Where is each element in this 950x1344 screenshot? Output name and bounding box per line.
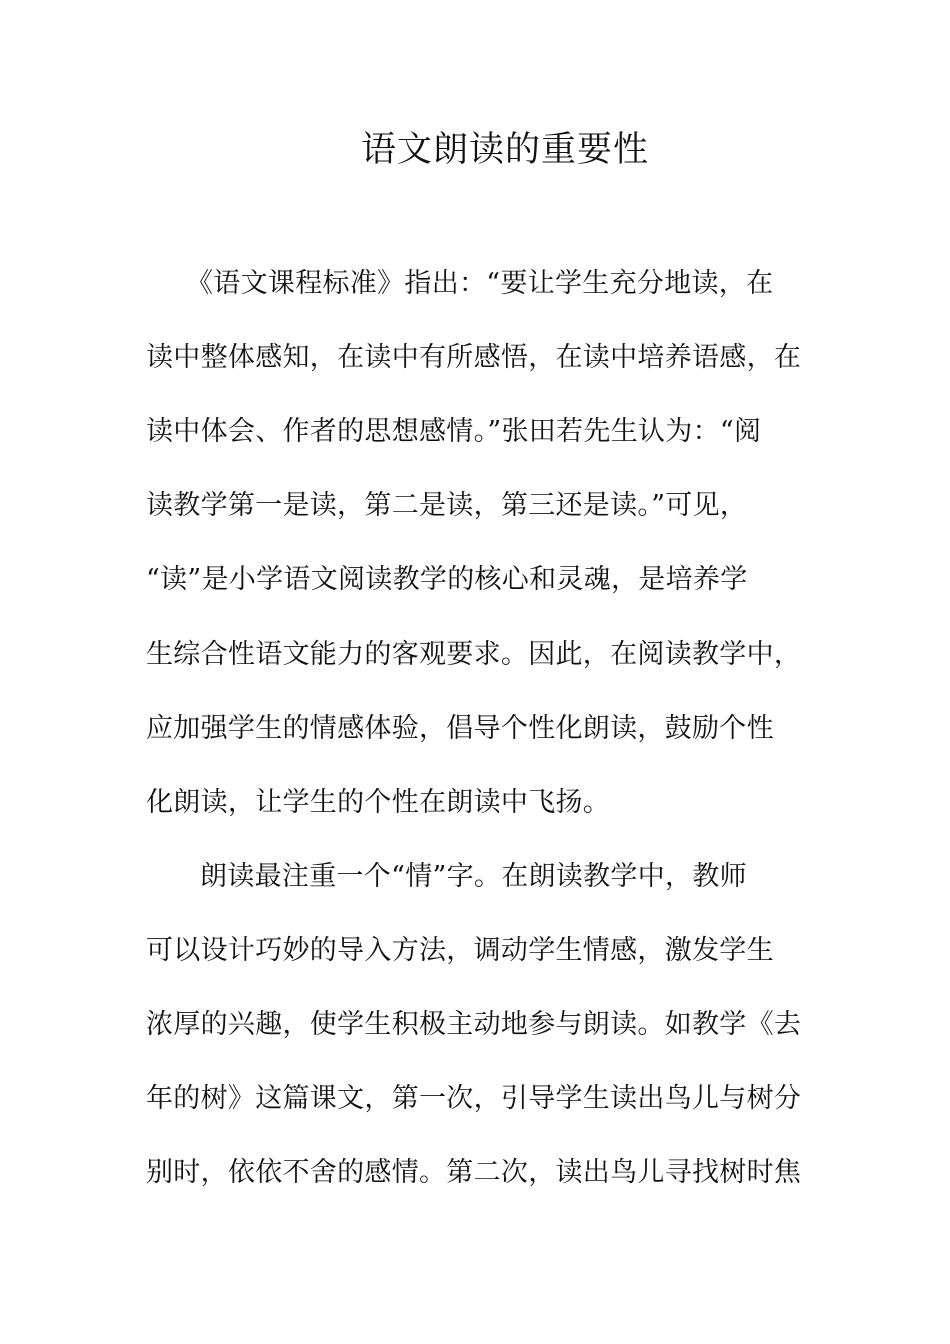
paragraph-1-line-5: “读”是小学语文阅读教学的核心和灵魂，是培养学: [146, 564, 748, 595]
paragraph-2-line-5: 别时，依依不舍的感情。第二次，读出鸟儿寻找树时焦: [146, 1157, 802, 1188]
paragraph-1-line-8: 化朗读，让学生的个性在朗读中飞扬。: [146, 787, 611, 818]
document-title: 语文朗读的重要性: [360, 130, 649, 170]
paragraph-2-line-1: 朗读最注重一个“情”字。在朗读教学中，教师: [200, 861, 747, 892]
paragraph-1-line-1: 《语文课程标准》指出：“要让学生充分地读，在: [186, 268, 774, 299]
paragraph-1-line-6: 生综合性语文能力的客观要求。因此，在阅读教学中，: [146, 639, 802, 670]
paragraph-1-line-4: 读教学第一是读，第二是读，第三还是读。”可见，: [146, 490, 748, 521]
paragraph-2-line-4: 年的树》这篇课文，第一次，引导学生读出鸟儿与树分: [146, 1083, 802, 1114]
paragraph-1-line-3: 读中体会、作者的思想感情。”张田若先生认为：“阅: [146, 416, 762, 447]
paragraph-2-line-3: 浓厚的兴趣，使学生积极主动地参与朗读。如教学《去: [146, 1009, 802, 1040]
paragraph-1-line-2: 读中整体感知，在读中有所感悟，在读中培养语感，在: [146, 342, 802, 373]
paragraph-1-line-7: 应加强学生的情感体验，倡导个性化朗读，鼓励个性: [146, 713, 774, 744]
paragraph-2-line-2: 可以设计巧妙的导入方法，调动学生情感，激发学生: [146, 935, 774, 966]
